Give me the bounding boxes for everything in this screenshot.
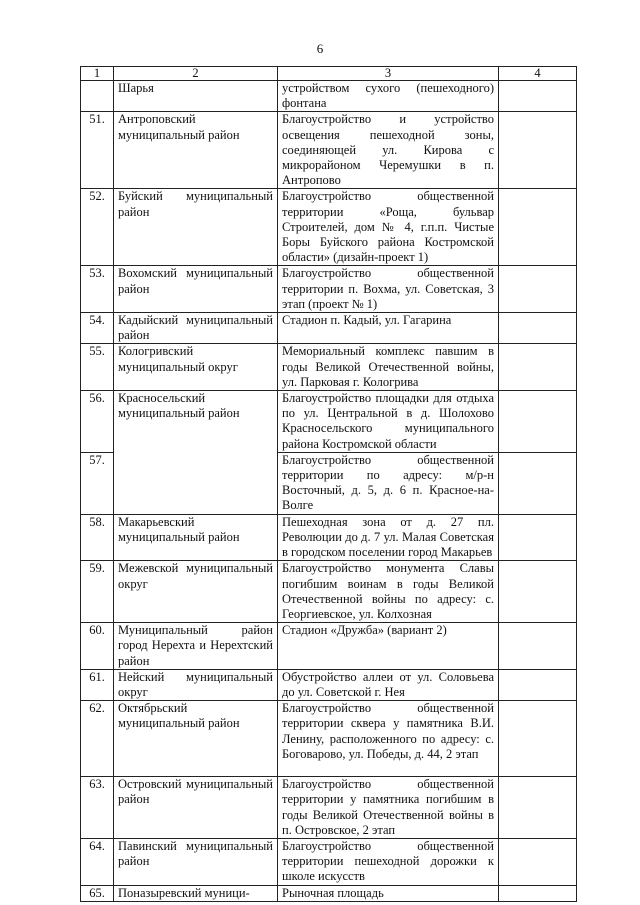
description-cell: устройством сухого (пешеходного) фонтана	[278, 81, 499, 112]
column-4-cell	[499, 885, 577, 901]
table-row	[81, 701, 577, 777]
row-number	[81, 81, 114, 112]
municipality-cell: Буйский муниципальный район	[114, 189, 278, 266]
table-row	[81, 81, 577, 112]
column-header: 2	[114, 67, 278, 81]
description-cell: Пешеходная зона от д. 27 пл. Революции до д. 7 ул. Малая Советская в городском поселении город Макарьев	[278, 514, 499, 561]
row-number: 53.	[81, 266, 114, 313]
municipality-cell: Поназыревский муници-	[114, 885, 278, 901]
municipality-cell: Нейский муниципальный округ	[114, 669, 278, 700]
municipality-cell: Шарья	[114, 81, 278, 112]
row-number: 62.	[81, 701, 114, 777]
table-row	[81, 561, 577, 623]
column-4-cell	[499, 189, 577, 266]
table-row	[81, 623, 577, 670]
description-cell: Стадион п. Кадый, ул. Гагарина	[278, 313, 499, 344]
table-row	[81, 391, 577, 453]
table-header-row	[81, 67, 577, 81]
row-number: 54.	[81, 313, 114, 344]
row-number: 61.	[81, 669, 114, 700]
column-4-cell	[499, 452, 577, 514]
municipality-cell: Октябрьский муниципальный район	[114, 701, 278, 777]
column-4-cell	[499, 391, 577, 453]
description-cell: Рыночная площадь	[278, 885, 499, 901]
description-cell: Мемориальный комплекс павшим в годы Великой Отечественной войны, ул. Парковая г. Кологрива	[278, 344, 499, 391]
row-number: 51.	[81, 112, 114, 189]
municipality-cell: Кадыйский муниципальный район	[114, 313, 278, 344]
table-row	[81, 669, 577, 700]
table-row	[81, 266, 577, 313]
table-row	[81, 344, 577, 391]
municipality-cell: Антроповский муниципальный район	[114, 112, 278, 189]
column-4-cell	[499, 561, 577, 623]
table-row	[81, 885, 577, 901]
projects-table	[80, 66, 577, 902]
table-row	[81, 313, 577, 344]
row-number: 52.	[81, 189, 114, 266]
description-cell: Благоустройство площадки для отдыха по ул. Центральной в д. Шолохово Красносельского муниципального района Костромской области	[278, 391, 499, 453]
column-4-cell	[499, 112, 577, 189]
column-4-cell	[499, 514, 577, 561]
column-4-cell	[499, 669, 577, 700]
description-cell: Благоустройство общественной территории у памятника погибшим в годы Великой Отечественной войны в п. Островское, 2 этап	[278, 777, 499, 839]
table-row	[81, 838, 577, 885]
column-4-cell	[499, 81, 577, 112]
municipality-cell: Островский муниципальный район	[114, 777, 278, 839]
column-4-cell	[499, 838, 577, 885]
municipality-cell: Вохомский муниципальный район	[114, 266, 278, 313]
table-row	[81, 112, 577, 189]
description-cell: Благоустройство и устройство освещения пешеходной зоны, соединяющей ул. Кирова с микрорайоном Черемушки в п. Антропово	[278, 112, 499, 189]
table-row	[81, 189, 577, 266]
description-cell: Благоустройство общественной территории п. Вохма, ул. Советская, 3 этап (проект № 1)	[278, 266, 499, 313]
description-cell: Благоустройство общественной территории пешеходной дорожки к школе искусств	[278, 838, 499, 885]
column-header: 1	[81, 67, 114, 81]
page-number: 6	[316, 41, 324, 56]
description-cell: Стадион «Дружба» (вариант 2)	[278, 623, 499, 670]
description-cell: Благоустройство общественной территории сквера у памятника В.И. Ленину, расположенного по адресу: с. Боговарово, ул. Победы, д. 44, 2 этап	[278, 701, 499, 777]
column-4-cell	[499, 701, 577, 777]
row-number: 59.	[81, 561, 114, 623]
table-row	[81, 777, 577, 839]
row-number: 55.	[81, 344, 114, 391]
row-number: 63.	[81, 777, 114, 839]
row-number: 65.	[81, 885, 114, 901]
municipality-cell: Межевской муниципальный округ	[114, 561, 278, 623]
row-number: 64.	[81, 838, 114, 885]
column-4-cell	[499, 777, 577, 839]
description-cell: Благоустройство общественной территории «Роща, бульвар Строителей, дом № 4, г.п.п. Чистые Боры Буйского района Костромской области» (дизайн-проект 1)	[278, 189, 499, 266]
table-row	[81, 514, 577, 561]
municipality-cell: Павинский муниципальный район	[114, 838, 278, 885]
municipality-cell: Красносельский муниципальный район	[114, 391, 278, 515]
column-header: 3	[278, 67, 499, 81]
municipality-cell: Макарьевский муниципальный район	[114, 514, 278, 561]
row-number: 57.	[81, 452, 114, 514]
column-4-cell	[499, 266, 577, 313]
row-number: 56.	[81, 391, 114, 453]
description-cell: Благоустройство монумента Славы погибшим воинам в годы Великой Отечественной войны по адресу: с. Георгиевское, ул. Колхозная	[278, 561, 499, 623]
column-header: 4	[499, 67, 577, 81]
row-number: 58.	[81, 514, 114, 561]
column-4-cell	[499, 344, 577, 391]
column-4-cell	[499, 623, 577, 670]
column-4-cell	[499, 313, 577, 344]
municipality-cell: Муниципальный район город Нерехта и Нерехтский район	[114, 623, 278, 670]
row-number: 60.	[81, 623, 114, 670]
municipality-cell: Кологривский муниципальный округ	[114, 344, 278, 391]
description-cell: Благоустройство общественной территории по адресу: м/р-н Восточный, д. 5, д. 6 п. Красное-на-Волге	[278, 452, 499, 514]
description-cell: Обустройство аллеи от ул. Соловьева до ул. Советской г. Нея	[278, 669, 499, 700]
